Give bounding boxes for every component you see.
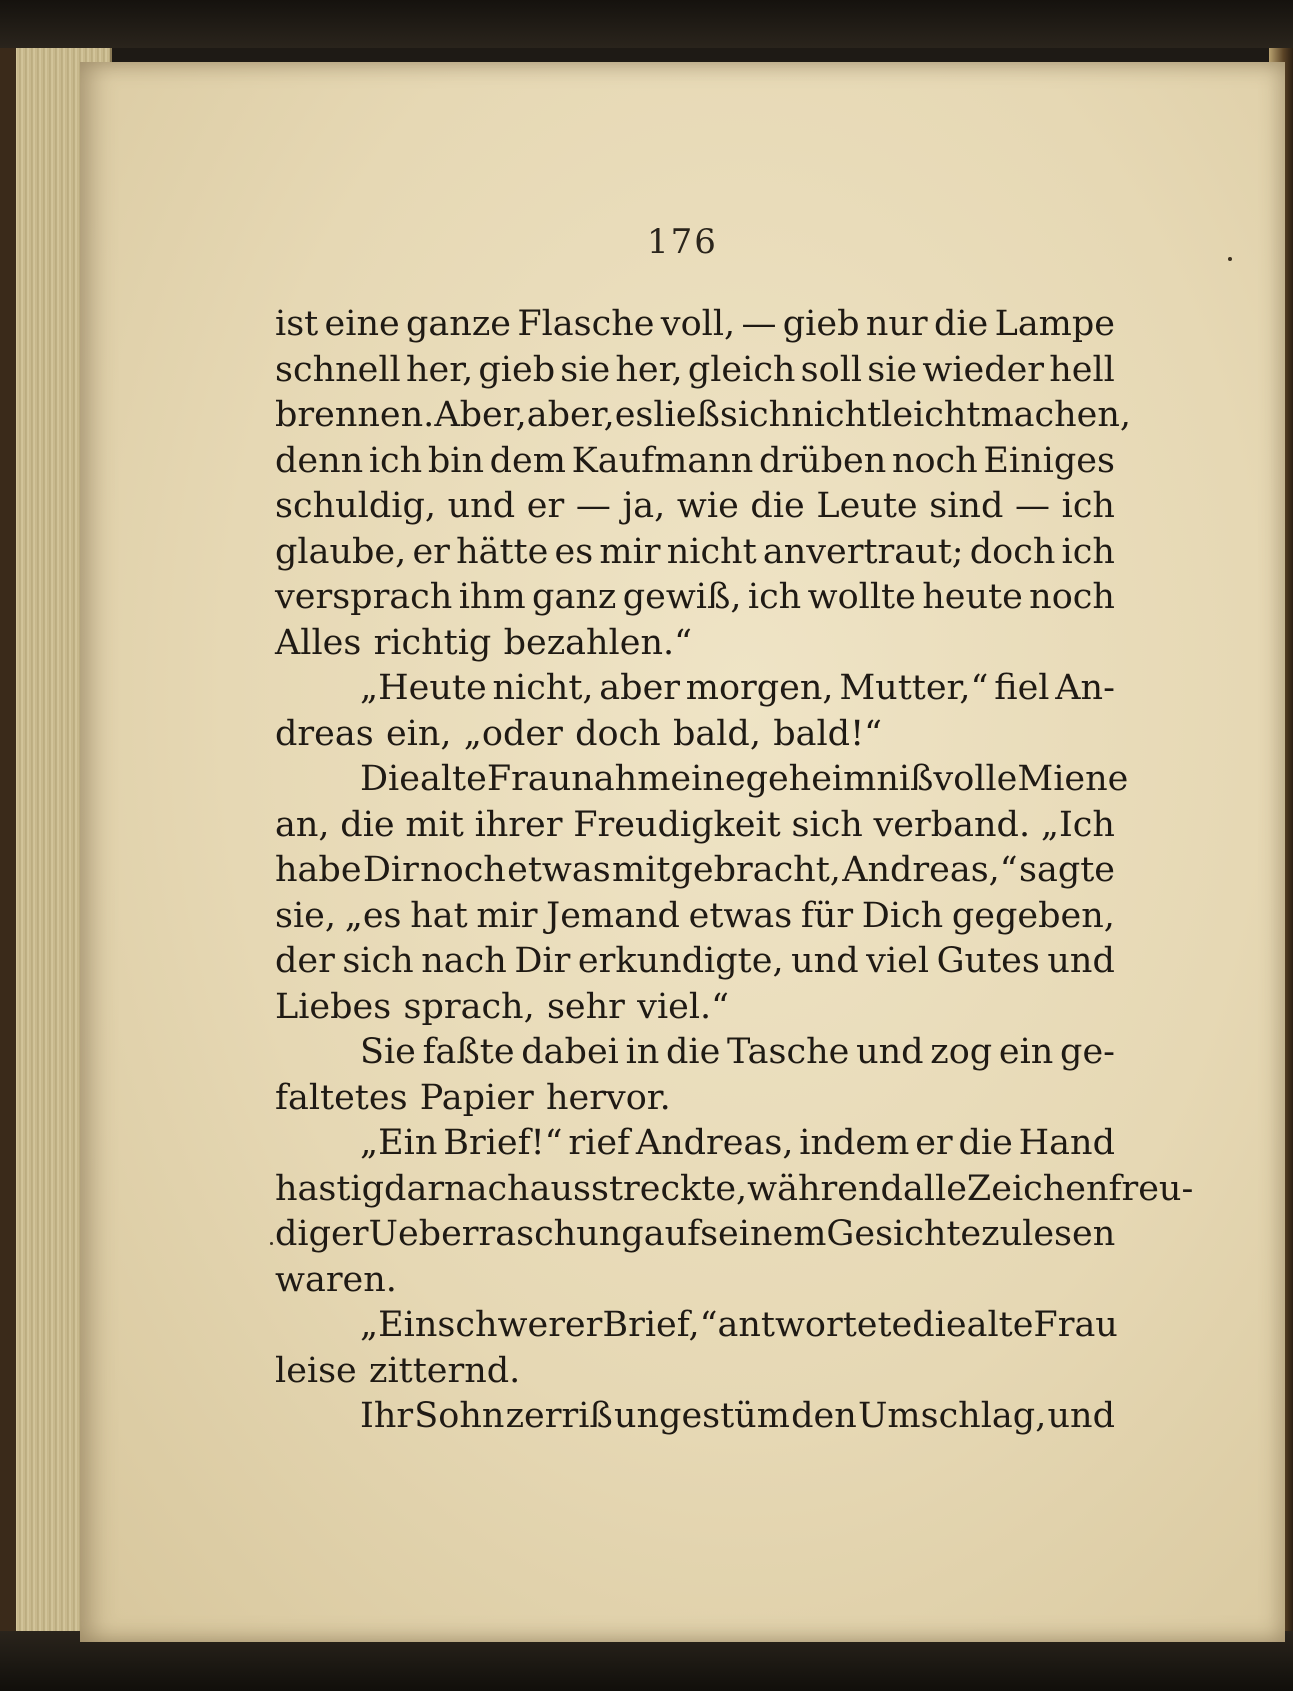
word: auf	[643, 1214, 701, 1254]
word: bezahlen.“	[503, 622, 693, 663]
word: zerriß	[505, 1396, 613, 1436]
text-line	[275, 348, 1115, 394]
word: Andreas,	[635, 1123, 794, 1163]
word: sie	[560, 349, 611, 390]
word: alte	[966, 1305, 1034, 1345]
word: richtig	[373, 622, 492, 663]
word: ein,	[385, 713, 452, 754]
word: die	[933, 304, 989, 344]
word: gleich	[687, 349, 796, 390]
text-line	[275, 939, 1115, 985]
word: für	[800, 895, 854, 936]
word: habe	[275, 850, 362, 890]
word: bald,	[672, 713, 761, 754]
text-line	[275, 575, 1115, 621]
word: viel	[866, 941, 930, 981]
text-line	[275, 302, 1115, 348]
word: her,	[405, 349, 474, 390]
word: nicht	[666, 531, 757, 572]
word: und	[1047, 941, 1115, 981]
word: er	[412, 531, 450, 572]
word: ich	[747, 577, 802, 617]
word: ja,	[622, 486, 666, 526]
word: Flasche	[517, 304, 655, 344]
word: her,	[615, 349, 683, 390]
word: nicht,	[492, 668, 594, 708]
word: indem	[799, 1123, 910, 1163]
word: Gutes	[936, 941, 1040, 981]
word: er	[915, 1123, 953, 1163]
text-line	[275, 484, 1115, 530]
word: Liebes	[275, 986, 392, 1027]
word: nahm	[571, 759, 671, 799]
word: Brief,“	[602, 1305, 718, 1345]
word: glaube,	[275, 531, 407, 572]
word: darnach	[384, 1168, 530, 1209]
word: „Ich	[1040, 804, 1115, 845]
word: sich	[791, 804, 863, 845]
word: noch	[420, 850, 506, 890]
word: gegeben,	[951, 895, 1115, 936]
word: noch	[891, 440, 978, 481]
word: fiel	[994, 668, 1050, 708]
word: mitgebracht,	[612, 850, 841, 890]
word: nach	[421, 941, 507, 981]
word: Die	[360, 759, 420, 799]
word: und	[856, 1032, 924, 1072]
text-line	[275, 621, 1115, 667]
word: viel.“	[637, 986, 730, 1027]
word: ich	[1061, 531, 1115, 572]
word: zitternd.	[369, 1350, 521, 1391]
word: lesen	[1022, 1214, 1116, 1254]
word: sich	[342, 941, 414, 981]
word: aber	[599, 668, 681, 708]
word: Sohn	[414, 1396, 505, 1436]
word: ganz	[532, 577, 617, 617]
word: Dich	[861, 895, 944, 936]
word: leicht	[881, 395, 981, 435]
word: Kaufmann	[571, 440, 754, 481]
text-line	[275, 1121, 1115, 1167]
word: geheimnißvolle	[745, 759, 1018, 799]
word: den	[791, 1396, 857, 1436]
word: alte	[419, 759, 487, 799]
word: doch	[575, 713, 661, 754]
text-line	[275, 803, 1115, 849]
word: ihm	[458, 577, 526, 617]
word: hat	[410, 895, 468, 936]
paper-speck	[1228, 257, 1232, 261]
word: mir	[599, 531, 661, 572]
word: ge-	[1060, 1032, 1115, 1072]
word: schuldig,	[275, 486, 436, 526]
word: ungestüm	[613, 1396, 790, 1436]
word: gieb	[782, 304, 860, 344]
word: dreas	[275, 713, 374, 754]
word: wie	[676, 486, 739, 526]
word: etwas	[688, 895, 793, 936]
word: Mutter,“	[839, 668, 989, 708]
word: gieb	[478, 349, 556, 390]
word: noch	[1029, 577, 1115, 617]
word: denn	[275, 440, 364, 481]
word: bald!“	[773, 713, 883, 754]
text-line	[275, 1349, 1115, 1395]
word: etwas	[507, 850, 611, 890]
paper-speck	[270, 1242, 273, 1245]
word: diger	[275, 1214, 369, 1254]
word: brennen.	[275, 395, 435, 435]
word: sie,	[275, 895, 336, 936]
word: anvertraut;	[762, 531, 964, 572]
text-line	[275, 1212, 1115, 1258]
word: wieder	[922, 349, 1045, 390]
word: sind	[929, 486, 1004, 526]
word: schnell	[275, 349, 401, 390]
text-line	[275, 757, 1129, 803]
word: hervor.	[545, 1077, 671, 1118]
text-line	[275, 393, 1132, 439]
word: Ihr	[360, 1396, 414, 1436]
binding-leather-left	[0, 48, 16, 1638]
word: heute	[922, 577, 1023, 617]
word: sagte	[1018, 850, 1115, 890]
word: sich	[719, 395, 792, 435]
text-line	[275, 1258, 1115, 1304]
word: „Heute	[360, 668, 487, 708]
word: Brief!“	[443, 1123, 563, 1163]
word: sehr	[546, 986, 625, 1027]
word: Alles	[275, 622, 362, 663]
word: hell	[1049, 349, 1115, 390]
word: „oder	[463, 713, 563, 754]
word: dabei	[521, 1032, 619, 1072]
word: Lampe	[994, 304, 1115, 344]
word: sie	[867, 349, 918, 390]
word: ihrer	[474, 804, 563, 845]
word: mit	[405, 804, 464, 845]
word: zu	[981, 1214, 1023, 1254]
word: Gesichte	[826, 1214, 982, 1254]
word: Jemand	[546, 895, 680, 936]
word: die	[958, 1123, 1013, 1163]
text-line	[275, 1303, 1118, 1349]
word: an,	[275, 804, 330, 845]
word: Umschlag,	[857, 1396, 1047, 1436]
word: waren.	[275, 1259, 397, 1300]
word: und	[447, 486, 516, 526]
word: alle	[902, 1168, 967, 1209]
word: in	[625, 1032, 660, 1072]
word: Miene	[1017, 759, 1129, 799]
word: während	[747, 1168, 903, 1209]
word: Hand	[1018, 1123, 1115, 1163]
text-line	[275, 712, 1115, 758]
word: Dir	[514, 941, 571, 981]
text-line	[275, 1076, 1115, 1122]
page-number: 176	[647, 222, 718, 262]
word: ausstreckte,	[529, 1168, 748, 1209]
word: und	[1047, 1396, 1115, 1436]
word: versprach	[275, 577, 453, 617]
text-line	[275, 530, 1115, 576]
word: Tasche	[727, 1032, 850, 1072]
word: der	[275, 941, 335, 981]
text-line	[275, 439, 1115, 485]
word: freu-	[1108, 1168, 1194, 1209]
text-line	[275, 848, 1115, 894]
word: ließ	[653, 395, 720, 435]
word: Papier	[419, 1077, 534, 1118]
word: Ueberraschung	[368, 1214, 644, 1254]
word: voll,	[660, 304, 736, 344]
word: Aber,	[434, 395, 527, 435]
word: schwerer	[437, 1305, 603, 1345]
word: ich	[368, 440, 423, 481]
word: nicht	[791, 395, 882, 435]
word: —	[741, 304, 777, 344]
word: hätte	[456, 531, 549, 572]
word: Frau	[1033, 1305, 1118, 1345]
word: wollte	[807, 577, 916, 617]
word: eine	[324, 304, 400, 344]
word: —	[1015, 486, 1050, 526]
text-line	[275, 1030, 1115, 1076]
word: leise	[275, 1350, 357, 1391]
word: hastig	[275, 1168, 385, 1209]
word: „Ein	[360, 1305, 438, 1345]
word: bin	[427, 440, 484, 481]
word: er	[526, 486, 565, 526]
word: „Ein	[360, 1123, 438, 1163]
word: die	[912, 1305, 967, 1345]
word: antwortete	[717, 1305, 913, 1345]
word: zog	[930, 1032, 993, 1072]
word: gewiß,	[622, 577, 742, 617]
word: es	[554, 531, 594, 572]
word: Leute	[816, 486, 918, 526]
word: machen,	[980, 395, 1132, 435]
word: nur	[865, 304, 928, 344]
word: die	[750, 486, 805, 526]
word: Dir	[362, 850, 419, 890]
word: Frau	[486, 759, 572, 799]
text-line	[275, 1167, 1194, 1213]
book-top-edge	[0, 0, 1293, 48]
word: verband.	[873, 804, 1031, 845]
text-line	[275, 1394, 1115, 1440]
word: Andreas,“	[842, 850, 1018, 890]
word: es	[614, 395, 654, 435]
word: morgen,	[685, 668, 834, 708]
word: und	[791, 941, 859, 981]
word: Einiges	[983, 440, 1115, 481]
word: erkundigte,	[577, 941, 784, 981]
word: faltetes	[275, 1077, 408, 1118]
text-line	[275, 985, 1115, 1031]
word: soll	[800, 349, 863, 390]
word: seinem	[700, 1214, 827, 1254]
text-line	[275, 666, 1115, 712]
word: Sie	[360, 1032, 416, 1072]
word: ganze	[406, 304, 511, 344]
word: ich	[1061, 486, 1115, 526]
page-sheet	[80, 62, 1285, 1642]
word: Zeichen	[966, 1168, 1109, 1209]
word: sprach,	[403, 986, 535, 1027]
word: faßte	[422, 1032, 515, 1072]
word: eine	[670, 759, 746, 799]
word: Freudigkeit	[573, 804, 781, 845]
word: aber,	[526, 395, 615, 435]
word: —	[575, 486, 611, 526]
word: dem	[489, 440, 566, 481]
word: ist	[275, 304, 319, 344]
text-line	[275, 894, 1115, 940]
word: An-	[1055, 668, 1115, 708]
word: rief	[568, 1123, 630, 1163]
word: ein	[998, 1032, 1054, 1072]
word: „es	[344, 895, 402, 936]
word: doch	[969, 531, 1056, 572]
word: die	[666, 1032, 721, 1072]
word: drüben	[758, 440, 887, 481]
word: mir	[476, 895, 538, 936]
body-text	[275, 302, 1194, 1440]
word: die	[340, 804, 395, 845]
